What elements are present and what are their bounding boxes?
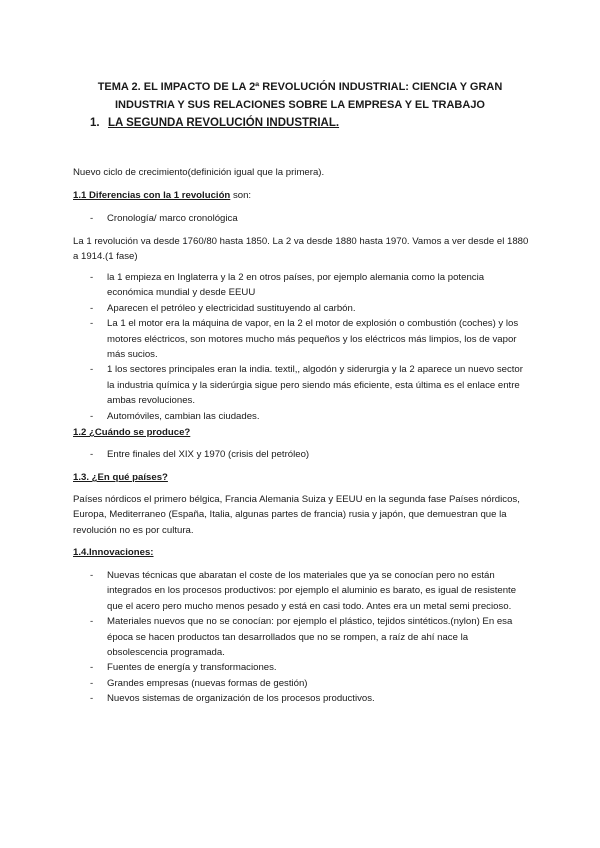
list-item: - la 1 empieza en Inglaterra y la 2 en otros países, por ejemplo alemania como la potencia económica mundial y desde EEUU [73,270,531,301]
subsection-1-3-paragraph: Países nórdicos el primero bélgica, Francia Alemania Suiza y EEUU en la segunda fase Países nórdicos, Europa, Mediterraneo (España, Italia, algunas partes de francia) rusia y japón, que demuestran que la revolución no es por cultura. [73,494,520,536]
subsection-1-1-list [73,211,531,226]
subsection-1-1-suffix: son: [230,190,252,201]
list-item: - Grandes empresas (nuevas formas de gestión) [73,676,531,691]
subsection-1-2-title: 1.2 ¿Cuándo se produce? [73,427,191,438]
title-line-1: TEMA 2. EL IMPACTO DE LA 2ª REVOLUCIÓN INDUSTRIAL: CIENCIA Y GRAN [97,81,503,93]
list-item: - La 1 el motor era la máquina de vapor, en la 2 el motor de explosión o combustión (coches) y los motores eléctricos, son motores mucho más pequeños y los eléctricos más limpios, los de vapor más sucios. [73,316,531,362]
differences-list [73,270,531,424]
subsection-1-1-heading [73,188,251,203]
subsection-1-3-title: 1.3. ¿En qué países? [73,472,168,483]
list-item: - Aparecen el petróleo y electricidad sustituyendo al carbón. [73,301,531,316]
innovations-list [73,568,531,707]
list-item: - 1 los sectores principales eran la india. textil,, algodón y siderurgia y la 2 aparece un nuevo sector la industria química y la siderúrgia sigue pero siendo más eficiente, esta última es el enlace entre ambas revoluciones. [73,362,531,408]
list-item: - Nuevos sistemas de organización de los procesos productivos. [73,691,531,706]
subsection-1-2-heading [73,425,190,440]
list-item: - Entre finales del XIX y 1970 (crisis del petróleo) [73,447,531,462]
section-1-title: LA SEGUNDA REVOLUCIÓN INDUSTRIAL. [108,117,340,129]
list-item: - Nuevas técnicas que abaratan el coste de los materiales que ya se conocían pero no están integrados en los procesos productivos: por ejemplo el aluminio es barato, es igual de resistente que el acero pero mucho menos pesado y está en casi todo. Antes era un metal semi precioso. [73,568,531,614]
subsection-1-4-title: 1.4.Innovaciones: [73,547,154,558]
list-item: - Cronología/ marco cronológica [73,211,531,226]
subsection-1-2-list [73,447,531,462]
list-item: - Materiales nuevos que no se conocían: por ejemplo el plástico, tejidos sintéticos.(nylon) En esa época se hacen productos tan desarrollados que no se rompen, a raíz de ahí nace la obsolescencia programada. [73,614,531,660]
section-1-heading [90,117,339,129]
section-1-number: 1. [90,117,100,129]
subsection-1-3-heading [73,470,168,485]
title-line-2: INDUSTRIA Y SUS RELACIONES SOBRE LA EMPRESA Y EL TRABAJO [115,99,485,111]
document-title [80,78,520,114]
intro-paragraph: Nuevo ciclo de crecimiento(definición igual que la primera). [73,167,325,178]
list-item: - Automóviles, cambian las ciudades. [73,409,531,424]
subsection-1-4-heading [73,545,154,560]
subsection-1-1-paragraph: La 1 revolución va desde 1760/80 hasta 1850. La 2 va desde 1880 hasta 1970. Vamos a ver desde el 1880 a 1914.(1 fase) [73,236,529,263]
list-item: - Fuentes de energía y transformaciones. [73,660,531,675]
subsection-1-1-title: 1.1 Diferencias con la 1 revolución [73,190,231,201]
